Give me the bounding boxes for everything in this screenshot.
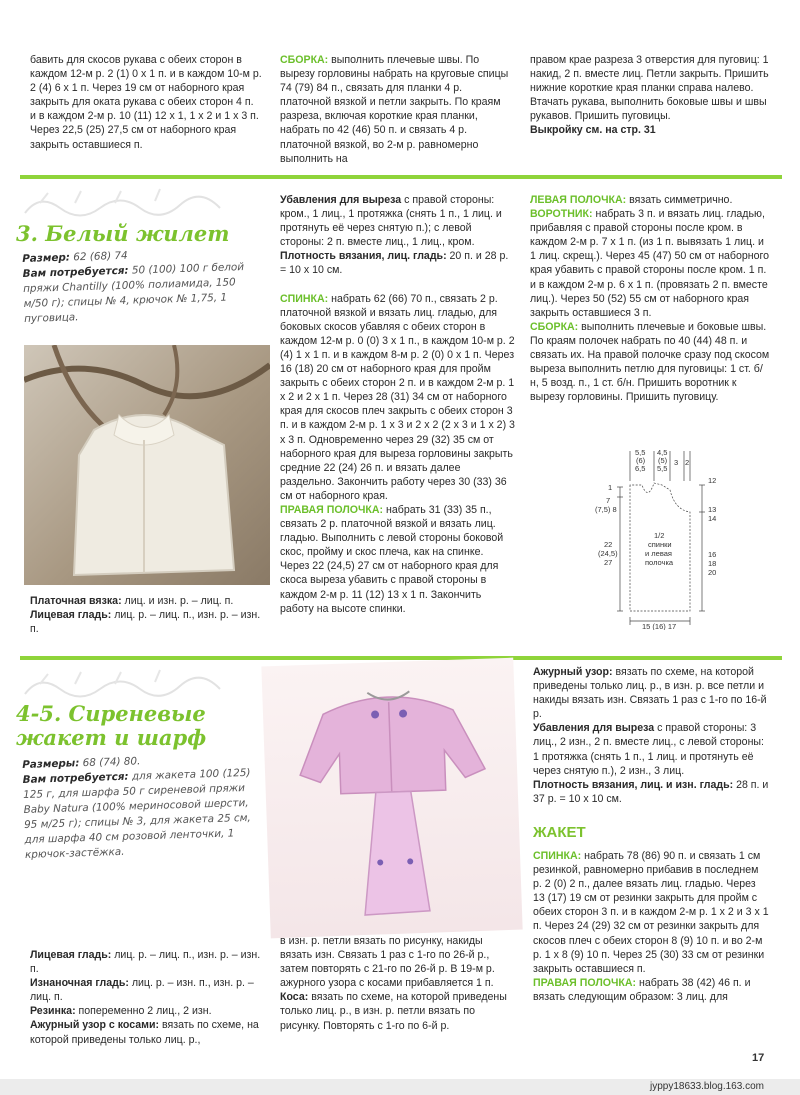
pattern-ref: Выкройку см. на стр. 31 xyxy=(530,124,656,137)
left-front-text: вязать симметрично. xyxy=(626,194,733,206)
top-col1-text: бавить для скосов рукава с обеих сторон в каждом 12-м р. 2 (1) 0 х 1 п. и в каждом 10-м р. 2 (4) 6 х 1 п. Через 19 см от наборного края закрыть для оката рукава с обеих сторон 4 п. и в каждом 2-м р. 10 (11) 12 х 1, 1 х 2 и 1 х 3 п. Через 22,5 (25) 27,5 см от наборного края закрыть оставшиеся п. xyxy=(30,54,262,151)
dim-top-b2: (5) xyxy=(658,456,668,465)
size-label: Размер: xyxy=(22,251,71,265)
rib-text: попеременно 2 лиц., 2 изн. xyxy=(75,1005,212,1018)
section3-col3 xyxy=(530,193,770,404)
stockinette-2 xyxy=(30,948,265,976)
need-value-2: для жакета 100 (125) 125 г, для шарфа 50 г сиреневой пряжи Baby Natura (100% мериносовой шерсти, 95 м/25 г); спицы № 3, для жакета 25 см, для шарфа 40 см розовой ленточки, 1 крючок-застёжка. xyxy=(22,766,251,861)
assembly-label: СБОРКА: xyxy=(280,54,329,66)
dim-left-5: (24,5) xyxy=(598,549,618,558)
dim-bottom: 15 (16) 17 xyxy=(642,622,677,630)
dim-top-c: 3 xyxy=(674,458,679,467)
jacket-back-label: СПИНКА: xyxy=(533,849,582,862)
lace-text: вязать по схеме, на которой приведены только лиц. р., в изн. р. все петли и накиды вязать изн. Связать 1 раз с 1-го по 16-й р. xyxy=(533,666,767,721)
neck-decrease-text: с правой стороны: кром., 1 лиц., 1 протяжка (снять 1 п., 1 лиц. и протянуть её через снятую п.); с левой стороны: 2 п. вместе лиц., 1 лиц., кром. xyxy=(280,194,502,249)
dim-center-1: 1/2 xyxy=(654,531,665,540)
jacket-right-front-label: ПРАВАЯ ПОЛОЧКА: xyxy=(533,976,637,989)
section3-col2 xyxy=(280,193,515,616)
left-front-instructions xyxy=(530,193,770,207)
dim-top-a3: 6,5 xyxy=(635,464,646,473)
collar-instructions xyxy=(530,207,770,320)
neck-decrease-2-label: Убавления для выреза xyxy=(533,722,655,735)
neck-decrease-2 xyxy=(533,721,770,777)
section45-col1 xyxy=(30,948,265,1047)
watermark: jyppy18633.blog.163.com xyxy=(650,1081,764,1092)
dim-right-3: 14 xyxy=(708,514,717,523)
section-divider-2 xyxy=(20,656,782,660)
dim-center-2: спинки xyxy=(648,540,672,549)
dim-top-b: 4,5 xyxy=(657,448,668,457)
collar-text: набрать 3 п. и вязать лиц. гладью, прибавляя с правой стороны после кром. в каждом 2-м р. 7 х 1 п. (из 1 п. вывязать 1 лиц. и 1 лиц. скрещ.). Через 45 (47) 50 см от наборного края убавить с правой стороны после кром. 1 п. и в каждом 2-м р. 6 х 1 п. (провязать 2 п. вместе лиц.). Через 50 (52) 55 см от наборного края закрыть оставшиеся 3 п. xyxy=(530,208,770,319)
lace-cable-stitch xyxy=(30,1018,265,1046)
need-label: Вам потребуется: xyxy=(22,264,129,280)
dim-top-b3: 5,5 xyxy=(657,464,668,473)
materials-block-2 xyxy=(22,751,263,863)
dim-center-4: полочка xyxy=(645,558,674,567)
back-label: СПИНКА: xyxy=(280,292,329,305)
gauge-2-text: 28 п. и 37 р. = 10 х 10 см. xyxy=(533,778,769,805)
section-title: 3. Белый жилет xyxy=(16,221,230,246)
jacket-photo xyxy=(261,658,522,939)
neck-decrease xyxy=(280,193,515,249)
assembly3-text: выполнить плечевые и боковые швы. По краям полочек набрать по 40 (44) 48 п. и связать их. На правой полочке сразу под скосом выреза выполнить петлю для пуговицы: 1 ст. б/н, 5 возд. п., 1 ст. б/н. Пришить воротник к вырезу горловины. Пришить пуговицу. xyxy=(530,320,770,404)
jacket-back-text: набрать 78 (86) 90 п. и связать 1 см резинкой, равномерно прибавив в последнем р. 2 (0) 2 п., далее вязать лиц. гладью. Через 13 (17) 19 см от резинки закрыть для пройм с обеих сторон 3 п. и в каждом 2-м р. 1 х 2 и 3 х 1 п. Через 24 (29) 32 см от резинки закрыть для скосов плеч с обеих сторон 8 (9) 10 п. и во 2-м р. 1 х 8 (9) 10 п. Через 25 (30) 33 см от резинки закрыть оставшиеся п. xyxy=(533,849,769,975)
gauge xyxy=(280,249,515,277)
left-front-label: ЛЕВАЯ ПОЛОЧКА: xyxy=(530,194,627,206)
right-front-text: набрать 31 (33) 35 п., связать 2 р. платочной вязкой и вязать лиц. гладью. Выполнить с левой стороны боковой скос, пройму и скос плеча, как на спинке. Через 22 (24,5) 27 см от наборного края для скоса выреза убавить с правой стороны в каждом 2-м р. 11 (12) 13 х 1 п. Закончить работу на высоте спинки. xyxy=(280,503,504,615)
assembly-instructions xyxy=(530,320,770,405)
dim-right-2: 13 xyxy=(708,505,717,514)
stockinette-2-label: Лицевая гладь: xyxy=(30,949,112,961)
reverse-stockinette-text: лиц. р. – изн. п., изн. р. – лиц. п. xyxy=(30,977,254,1004)
collar-label: ВОРОТНИК: xyxy=(530,208,593,221)
jacket-right-front-text: набрать 38 (42) 46 п. и вязать следующим образом: 3 лиц. для xyxy=(533,976,751,1003)
assembly3-label: СБОРКА: xyxy=(530,320,579,333)
gauge-text: 20 п. и 28 р. = 10 х 10 см. xyxy=(280,250,509,277)
dim-right-5: 18 xyxy=(708,559,717,568)
dim-left-4: 22 xyxy=(604,540,613,549)
pattern-schematic xyxy=(590,445,740,630)
section-title-2: 4-5. Сиреневые жакет и шарф xyxy=(16,701,207,750)
section45-col2 xyxy=(280,934,515,1033)
reverse-stockinette xyxy=(30,976,265,1004)
top-col2-text xyxy=(280,53,512,166)
reverse-stockinette-label: Изнаночная гладь: xyxy=(30,977,129,990)
rib-label: Резинка: xyxy=(30,1005,76,1018)
section-divider xyxy=(20,175,782,179)
garter-text: лиц. и изн. р. – лиц. п. xyxy=(121,595,234,607)
back-text: набрать 62 (66) 70 п., связать 2 р. платочной вязкой и вязать лиц. гладью, для боковых скосов убавляя с обеих сторон в каждом 12-м р. 0 (0) 3 х 1 п., в каждом 10-м р. 2 (4) 1 х 1 п. и в каждом 8-м р. 2 (0) 0 х 1 п. Через 16 (18) 20 см от наборного края для пройм закрыть с обеих сторон 2 п. и в каждом 2-м р. 1 х 2 и 2 х 1 п. Через 28 (31) 34 см от наборного края для скосов плеч закрыть с обеих сторон 3 п. и в каждом 2-м р. 1 х 3 и 2 х 2 (2 х 3 и 1 х 2) 3 х 3 п. Одновременно через 29 (32) 35 см от наборного края для выреза горловины закрыть средние 22 (24) 26 п. и вязать далее раздельно. Закончить работу через 30 (33) 36 см от наборного края. xyxy=(280,292,515,502)
neck-decrease-label: Убавления для выреза xyxy=(280,194,402,206)
materials-block xyxy=(22,245,262,327)
dim-left-3: (7,5) 8 xyxy=(595,505,617,514)
lace-cable-continued: в изн. р. петли вязать по рисунку, накиды вязать изн. Связать 1 раз с 1-го по 26-й р., затем повторять с 21-го по 26-й р. В 19-м р. ажурного узора с косами прибавляется 1 п. xyxy=(280,935,495,990)
stockinette-stitch xyxy=(30,608,262,636)
vest-illustration xyxy=(24,345,270,585)
back-instructions xyxy=(280,292,515,503)
cable-label: Коса: xyxy=(280,991,309,1004)
jacket-right-front xyxy=(533,976,770,1004)
lace-label: Ажурный узор: xyxy=(533,666,613,678)
need-label-2: Вам потребуется: xyxy=(22,770,129,786)
dim-left-1: 1 xyxy=(608,483,613,492)
stockinette-2-text: лиц. р. – лиц. п., изн. р. – изн. п. xyxy=(30,949,261,976)
gauge-2-label: Плотность вязания, лиц. и изн. гладь: xyxy=(533,778,734,791)
lace-cable-label: Ажурный узор с косами: xyxy=(30,1019,160,1032)
need-value: 50 (100) 100 г белой пряжи Chantilly (100% полиамида, 150 м/50 г); спицы № 4, крючок № 1,75, 1 пуговица. xyxy=(22,261,245,325)
cable-text: вязать по схеме, на которой приведены только лиц. р., в изн. р. петли вязать по рисунку. Повторять с 1-го по 6-й р. xyxy=(280,991,507,1032)
dim-top-d: 2 xyxy=(685,458,690,467)
gauge-label: Плотность вязания, лиц. гладь: xyxy=(280,250,447,263)
top-col3-text: правом крае разреза 3 отверстия для пуговиц: 1 накид, 2 п. вместе лиц. Петли закрыть. Пришить нижние короткие края планки справа налево. Втачать рукава, выполнить боковые швы и швы рукавов. Пришить пуговицы. xyxy=(530,54,769,123)
section45-col3 xyxy=(533,665,770,1004)
cable-stitch xyxy=(280,990,515,1032)
vest-photo xyxy=(24,345,270,585)
neck-decrease-2-text: с правой стороны: 3 лиц., 2 изн., 2 п. вместе лиц., с левой стороны: 1 протяжка (снять 1 п., 1 лиц. и протянуть её через снятую п.), 2 изн., 3 лиц. xyxy=(533,722,764,777)
top-col3 xyxy=(530,53,770,138)
size-label-2: Размеры: xyxy=(22,757,80,771)
assembly-text: выполнить плечевые швы. По вырезу горловины набрать на круговые спицы 74 (79) 84 п., связать для планки 4 р. платочной вязкой и петли закрыть. По краям разреза, включая короткие края планки, набрать по 42 (46) 50 п. и связать 4 р. платочной вязкой, во 2-м р. равномерно выполнить на xyxy=(280,54,509,165)
garter-label: Платочная вязка: xyxy=(30,595,122,607)
rib-stitch xyxy=(30,1004,265,1018)
lace-cable-text: вязать по схеме, на которой приведены только лиц. р., xyxy=(30,1019,259,1046)
stockinette-label: Лицевая гладь: xyxy=(30,609,112,621)
decorative-doodle xyxy=(20,183,250,223)
size-value: 62 (68) 74 xyxy=(69,249,128,264)
page-number: 17 xyxy=(752,1052,765,1064)
dim-left-2: 7 xyxy=(606,496,611,505)
jacket-illustration xyxy=(261,658,522,939)
gauge-2 xyxy=(533,778,770,806)
size-value-2: 68 (74) 80. xyxy=(79,755,141,770)
dim-center-3: и левая xyxy=(645,549,672,558)
decorative-doodle-2 xyxy=(20,664,250,704)
jacket-heading: ЖАКЕТ xyxy=(533,823,586,841)
dim-right-1: 12 xyxy=(708,476,717,485)
right-front-label: ПРАВАЯ ПОЛОЧКА: xyxy=(280,503,384,516)
jacket-back xyxy=(533,849,770,976)
dim-left-6: 27 xyxy=(604,558,613,567)
right-front-instructions xyxy=(280,503,515,616)
stockinette-text: лиц. р. – лиц. п., изн. р. – изн. п. xyxy=(30,609,261,636)
dim-right-6: 20 xyxy=(708,568,717,577)
lace-stitch xyxy=(533,665,770,721)
dim-right-4: 16 xyxy=(708,550,717,559)
garter-stitch xyxy=(30,594,262,608)
dim-top-a2: (6) xyxy=(636,456,646,465)
dim-top-a: 5,5 xyxy=(635,448,646,457)
